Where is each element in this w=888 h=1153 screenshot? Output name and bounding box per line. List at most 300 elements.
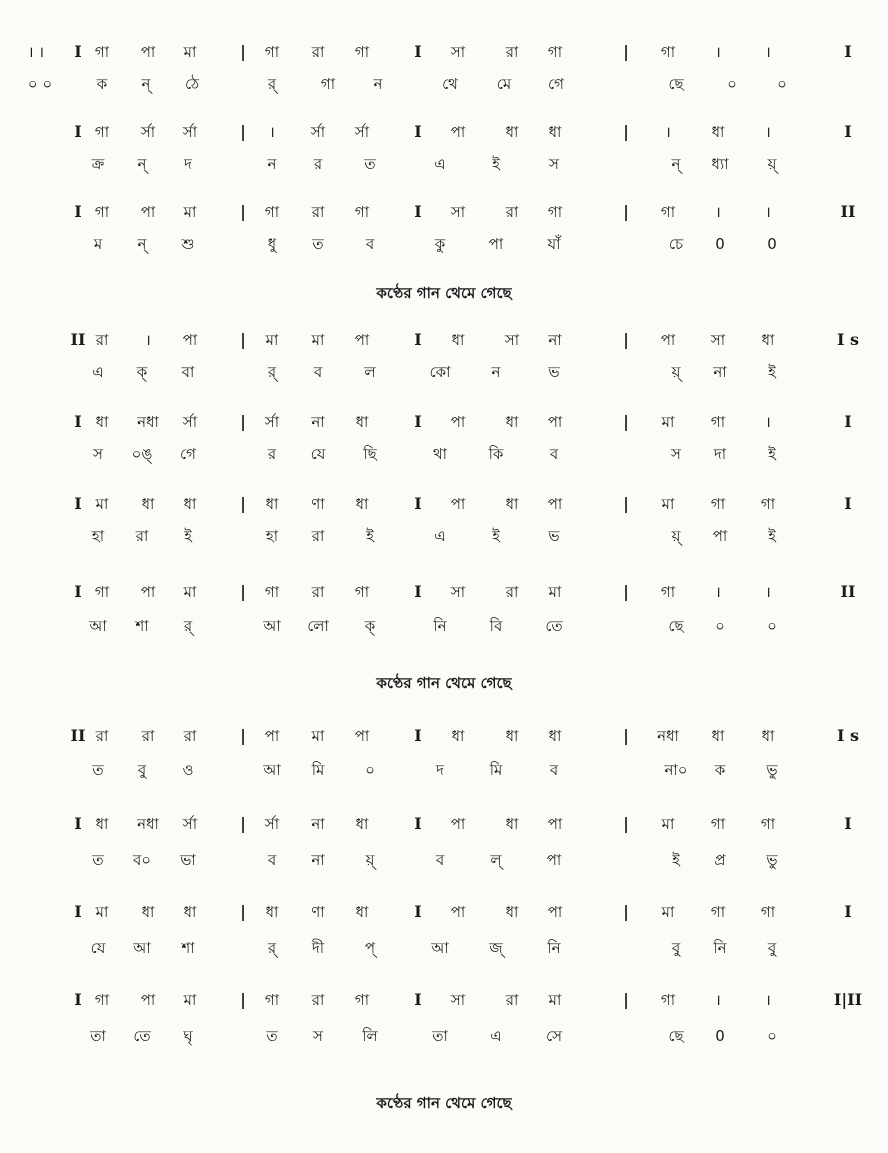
lyric-syllable: স [313,1027,323,1045]
swara-note: ধা [355,903,369,921]
swara-note: গা [660,43,676,61]
swara-note: গা [660,583,676,601]
swara-note: ণা [311,903,325,921]
lyric-syllable: ন [491,363,501,381]
swara-note: । [665,123,671,141]
lyric-syllable: ই [768,527,776,545]
refrain-heading: কণ্ঠের গান থেমে গেছে [376,674,512,692]
lyric-syllable: প্ [364,939,376,957]
bar-line: I [414,814,422,833]
lyric-syllable: ন্ [137,155,147,173]
bar-line: | [623,582,629,601]
swara-note: সা [450,43,466,61]
swara-note: মা [661,495,675,513]
notation-line [0,198,888,228]
bar-line: | [623,330,629,349]
swara-note: মা [661,903,675,921]
swara-note: । [715,991,721,1009]
lyric-syllable: দী [311,939,325,957]
swara-note: ধা [548,123,562,141]
swara-note: মা [183,43,197,61]
bar-line: I s [836,726,860,745]
lyric-syllable: ছি [363,445,377,463]
notation-line [0,118,888,148]
notation-line [0,490,888,520]
lyric-syllable: ই [768,363,776,381]
lyric-syllable: র্ [267,363,277,381]
swara-note: মা [183,991,197,1009]
swara-note: পা [547,903,563,921]
lyric-syllable: ল্ [490,851,502,869]
bar-line: I|II [833,990,863,1009]
lyric-syllable: তা [432,1027,448,1045]
bar-line: I [74,902,82,921]
swara-note: গা [354,203,370,221]
lyric-syllable: হা [265,527,279,545]
lyric-syllable: মি [311,761,325,779]
lyric-syllable: নি [713,939,727,957]
notation-line [0,38,888,68]
bar-line: I [844,902,852,921]
lyric-syllable: গা [320,75,336,93]
swara-note: ধা [505,903,519,921]
bar-line: I [74,122,82,141]
bar-line: II [70,726,86,745]
swara-note: মা [95,495,109,513]
bar-line: | [623,726,629,745]
bar-line: II [840,202,856,221]
swara-note: পা [450,413,466,431]
swara-note: গা [760,815,776,833]
lyric-syllable: য়্ [671,527,681,545]
bar-line: | [240,990,246,1009]
lyric-syllable: ০ [777,75,787,93]
swara-note: । [765,123,771,141]
bar-line: I [844,814,852,833]
swara-note: গা [710,815,726,833]
lyric-syllable: হা [91,527,105,545]
swara-note: ধা [505,815,519,833]
bar-line: I [844,494,852,513]
swara-note: রা [505,991,519,1009]
lyric-syllable: চে [668,235,684,253]
swara-note: সা [710,331,726,349]
lyric-syllable: ০ [767,1027,777,1045]
lyric-syllable: শা [181,939,195,957]
swara-note: রা [95,331,109,349]
swara-note: নধা [137,413,159,431]
refrain-heading: কণ্ঠের গান থেমে গেছে [376,284,512,302]
bar-line: | [240,902,246,921]
lyric-syllable: যে [90,939,106,957]
bar-line: | [623,814,629,833]
lyric-syllable: সে [546,1027,562,1045]
bar-line: | [240,202,246,221]
swara-note: পা [547,495,563,513]
lyric-syllable: এ [434,527,446,545]
lyric-syllable: আ [431,939,449,957]
lyric-syllable: ব [365,235,375,253]
swara-note: নধা [137,815,159,833]
swara-note: রা [505,43,519,61]
swara-note: ধা [265,495,279,513]
swara-note: পা [660,331,676,349]
bar-line: I [74,990,82,1009]
lyric-syllable: ঘৃ [183,1027,193,1045]
lyric-syllable: যে [310,445,326,463]
swara-note: ধা [95,815,109,833]
lyric-syllable: জ্ [489,939,503,957]
bar-line: | [240,582,246,601]
swara-note: সা [450,203,466,221]
swara-note: গা [264,991,280,1009]
lyric-syllable: ধু [267,235,277,253]
swara-note: পা [140,43,156,61]
lyric-syllable: ই [672,851,680,869]
bar-line: I [74,42,82,61]
swara-note: গা [547,203,563,221]
swara-note: পা [450,903,466,921]
lyric-syllable: না [311,851,325,869]
bar-line: | [623,494,629,513]
lyric-syllable: ম [93,235,103,253]
swara-note: গা [94,583,110,601]
swara-note: সা [450,991,466,1009]
swara-note: রা [311,583,325,601]
notation-line [0,986,888,1016]
swara-note: গা [94,991,110,1009]
lyric-syllable: রা [311,527,325,545]
bar-line: II [70,330,86,349]
swara-note: পা [182,331,198,349]
lyric-syllable: ভ [548,363,560,381]
swara-note: গা [264,203,280,221]
swara-note: মা [265,331,279,349]
lyric-syllable: স [549,155,559,173]
swara-note: ধা [265,903,279,921]
lyric-syllable: তে [545,617,563,635]
bar-line: | [623,122,629,141]
lyric-syllable: ত [92,851,104,869]
swara-note: । [765,413,771,431]
swara-note: সা [504,331,520,349]
swara-note: ধা [505,495,519,513]
bar-line: I [844,412,852,431]
lyric-syllable: ত [92,761,104,779]
swara-note: গা [660,991,676,1009]
lyric-syllable: ব [313,363,323,381]
swara-note: ধা [355,815,369,833]
swara-note: ধা [451,727,465,745]
bar-line: | [240,330,246,349]
lyric-syllable: র্ [267,939,277,957]
lyric-syllable: না [713,363,727,381]
swara-note: পা [140,583,156,601]
notation-line [0,722,888,752]
swara-note: রা [311,991,325,1009]
lyric-syllable: কো [429,363,451,381]
swara-note: পা [450,123,466,141]
lyric-line [0,522,888,552]
lyric-syllable: ত [312,235,324,253]
lyric-syllable: ল [364,363,376,381]
lyric-syllable: র্ [183,617,193,635]
swara-note: র্সা [310,123,326,141]
lyric-line [0,230,888,260]
swara-note: । [765,203,771,221]
swara-note: রা [183,727,197,745]
bar-line: | [623,42,629,61]
bar-line: I [844,122,852,141]
lyric-syllable: ছে [668,617,684,635]
lyric-syllable: তে [133,1027,151,1045]
swara-note: গা [354,43,370,61]
bar-line: I [414,726,422,745]
lyric-syllable: ০ [715,617,725,635]
notation-line [0,326,888,356]
lyric-line [0,440,888,470]
lyric-syllable: স [671,445,681,463]
bar-line: I [844,42,852,61]
lyric-line [0,70,888,100]
lyric-line [0,358,888,388]
swara-note: গা [94,203,110,221]
swara-note: ধা [711,727,725,745]
bar-line: I [74,412,82,431]
swara-note: পা [140,991,156,1009]
swara-note: মা [548,583,562,601]
swara-note: মা [95,903,109,921]
lyric-syllable: ন্ [141,75,151,93]
swara-note: । [715,583,721,601]
swara-note: মা [548,991,562,1009]
lyric-syllable: 0 [715,1027,725,1045]
swara-note: র্সা [354,123,370,141]
swara-note: ণা [311,495,325,513]
bar-line: | [240,42,246,61]
bar-line: | [623,412,629,431]
lyric-syllable: 0 [767,235,777,253]
swara-note: গা [354,583,370,601]
lyric-syllable: বি [489,617,503,635]
lyric-syllable: 0 [715,235,725,253]
lyric-syllable: ছে [668,75,684,93]
swara-note: পা [450,495,466,513]
swara-note: র্সা [182,815,198,833]
bar-line: I [414,122,422,141]
lyric-syllable: ০ঙ্ [131,445,153,463]
bar-line: I [414,202,422,221]
lyric-syllable: আ [133,939,151,957]
swara-note: মা [661,413,675,431]
lyric-syllable: ব [549,445,559,463]
lyric-syllable: ০ [727,75,737,93]
bar-line: | [240,494,246,513]
lyric-syllable: গে [180,445,196,463]
lyric-syllable: ক্র [91,155,105,173]
lyric-syllable: নি [433,617,447,635]
swara-note: ধা [761,727,775,745]
lyric-syllable: য়্ [671,363,681,381]
lyric-syllable: আ [89,617,107,635]
lyric-syllable: র [267,445,277,463]
lyric-syllable: ছে [668,1027,684,1045]
swara-note: ধা [95,413,109,431]
bar-line: I [74,202,82,221]
lyric-syllable: স [93,445,103,463]
swara-note: । [765,991,771,1009]
lyric-syllable: যাঁ [547,235,561,253]
swara-note: ধা [183,495,197,513]
swara-note: ধা [141,903,155,921]
swara-note: । । [27,43,45,61]
bar-line: I [414,412,422,431]
lyric-syllable: ই [184,527,192,545]
lyric-syllable: বু [137,761,147,779]
swara-note: ধা [183,903,197,921]
swara-note: রা [95,727,109,745]
lyric-syllable: কি [488,445,504,463]
bar-line: I [414,330,422,349]
lyric-syllable: পা [712,527,728,545]
swara-note: ধা [761,331,775,349]
swara-note: ধা [505,123,519,141]
swara-note: পা [450,815,466,833]
bar-line: | [240,814,246,833]
swara-note: মা [183,583,197,601]
swara-note: গা [264,43,280,61]
swara-note: মা [183,203,197,221]
bar-line: | [623,902,629,921]
swara-note: ধা [355,413,369,431]
lyric-syllable: ব [549,761,559,779]
lyric-syllable: দ [184,155,192,173]
lyric-syllable: য়্ [767,155,777,173]
lyric-line [0,150,888,180]
swara-note: র্সা [182,413,198,431]
lyric-syllable: আ [263,761,281,779]
swara-note: ধা [711,123,725,141]
swara-note: গা [94,43,110,61]
swara-note: পা [354,331,370,349]
lyric-syllable: ক [714,761,726,779]
swara-note: মা [661,815,675,833]
lyric-syllable: এ [434,155,446,173]
lyric-syllable: ও [182,761,194,779]
lyric-syllable: ব [267,851,277,869]
bar-line: I [414,494,422,513]
swara-note: ধা [505,727,519,745]
lyric-syllable: ধ্যা [711,155,729,173]
lyric-syllable: ০ [767,617,777,635]
swara-note: রা [505,203,519,221]
bar-line: I [74,582,82,601]
lyric-line [0,846,888,876]
bar-line: I [74,494,82,513]
swara-note: না [311,413,325,431]
swara-note: র্সা [264,413,280,431]
lyric-syllable: ক [96,75,108,93]
swara-note: পা [547,815,563,833]
swara-note: ধা [505,413,519,431]
swara-note: রা [311,203,325,221]
swara-note: । [715,203,721,221]
lyric-syllable: ত [364,155,376,173]
swara-note: । [765,43,771,61]
swara-note: ধা [355,495,369,513]
swara-note: গা [354,991,370,1009]
lyric-syllable: ই [768,445,776,463]
lyric-syllable: ব [435,851,445,869]
lyric-syllable: ই [492,527,500,545]
notation-line [0,810,888,840]
lyric-line [0,934,888,964]
lyric-syllable: ই [492,155,500,173]
bar-line: | [240,412,246,431]
lyric-syllable: এ [92,363,104,381]
lyric-syllable: দা [713,445,727,463]
notation-line [0,898,888,928]
bar-line: | [623,990,629,1009]
lyric-syllable: গে [548,75,564,93]
lyric-syllable: শা [135,617,149,635]
lyric-syllable: বু [767,939,777,957]
bar-line: I [414,582,422,601]
swara-note: । [145,331,151,349]
lyric-syllable: পা [546,851,562,869]
lyric-syllable: আ [263,617,281,635]
bar-line: I [414,990,422,1009]
swara-note: গা [760,903,776,921]
lyric-syllable: থা [432,445,448,463]
swara-note: রা [505,583,519,601]
lyric-syllable: মি [489,761,503,779]
swara-note: গা [264,583,280,601]
lyric-syllable: বু [671,939,681,957]
lyric-line [0,612,888,642]
lyric-syllable: ভা [180,851,196,869]
bar-line: I [74,814,82,833]
lyric-syllable: এ [490,1027,502,1045]
lyric-syllable: না০ [664,761,688,779]
lyric-syllable: প্র [714,851,726,869]
swara-note: । [765,583,771,601]
lyric-syllable: ন্ [137,235,147,253]
lyric-syllable: তা [90,1027,106,1045]
lyric-syllable: ন্ [671,155,681,173]
swara-note: । [715,43,721,61]
lyric-syllable: ০ [365,761,375,779]
lyric-syllable: বা [181,363,195,381]
lyric-line [0,756,888,786]
lyric-syllable: ই [366,527,374,545]
bar-line: I [414,42,422,61]
swara-note: গা [710,413,726,431]
swara-note: রা [311,43,325,61]
lyric-syllable: ন [267,155,277,173]
swara-note: র্সা [264,815,280,833]
swara-note: রা [141,727,155,745]
swara-note: র্সা [182,123,198,141]
bar-line: | [240,726,246,745]
swara-note: নধা [657,727,679,745]
lyric-syllable: ভ [548,527,560,545]
swara-note: পা [264,727,280,745]
lyric-syllable: ০ ০ [27,75,53,93]
lyric-syllable: পা [488,235,504,253]
swara-note: গা [760,495,776,513]
lyric-syllable: ত [266,1027,278,1045]
